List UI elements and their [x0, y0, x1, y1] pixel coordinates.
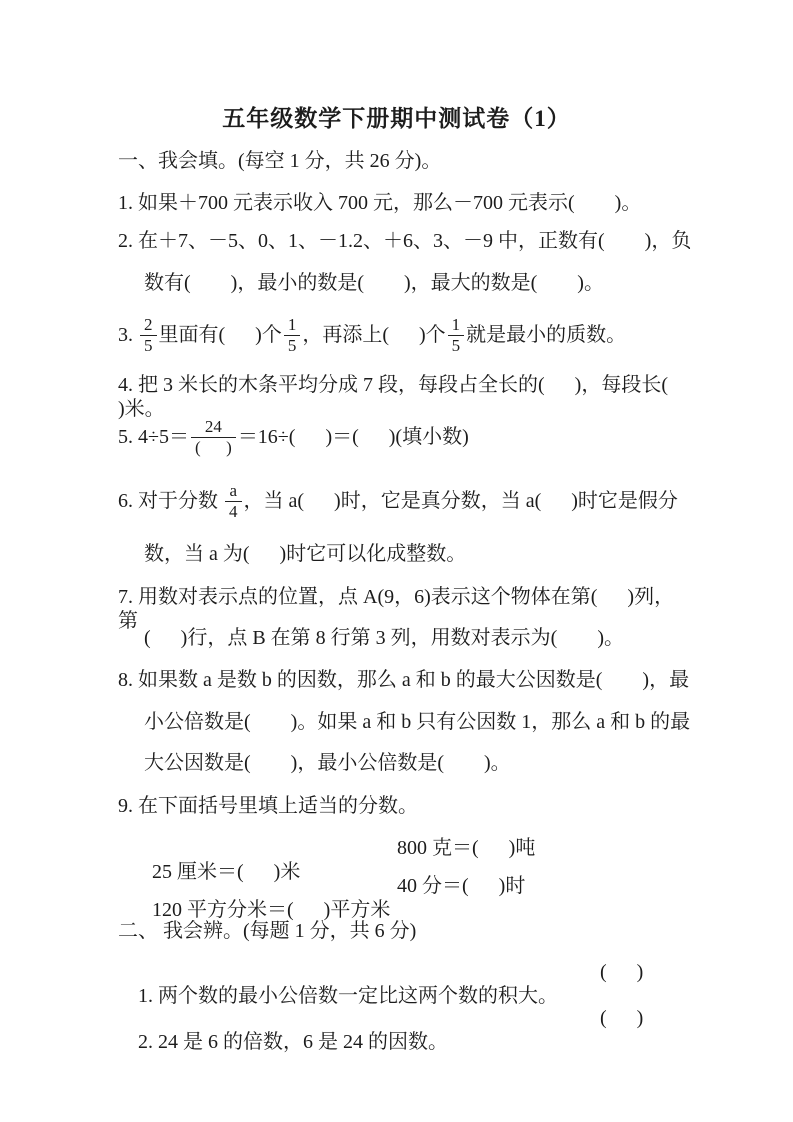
question-7-line1: 7. 用数对表示点的位置，点 A(9，6)表示这个物体在第( )列，第: [118, 586, 675, 632]
question-9-r1c1: 25 厘米＝( )米: [152, 861, 301, 883]
section2-question-1-answer-blank: ( ): [600, 961, 644, 983]
section2-question-2-text: 2. 24 是 6 的倍数，6 是 24 的因数。: [138, 1031, 448, 1053]
question-8-line1: 8. 如果数 a 是数 b 的因数，那么 a 和 b 的最大公因数是( )，最: [118, 669, 690, 691]
section1-heading: 一、我会填。(每空 1 分，共 26 分)。: [118, 150, 442, 172]
section2-question-2: [118, 1006, 693, 1102]
question-3-text3: 就是最小的质数。: [466, 324, 627, 346]
fraction-a-4: $\frac{a}{4}$: [225, 481, 242, 521]
section2-heading: 二、 我会辨。(每题 1 分，共 6 分): [118, 920, 417, 942]
question-3-text1: 里面有( )个: [158, 324, 282, 346]
question-5-text1: 5. 4÷5＝: [118, 426, 189, 448]
question-9-r2c2: 40 分＝( )时: [397, 875, 526, 897]
question-4: 4. 把 3 米长的木条平均分成 7 段，每段占全长的( )，每段长( )米。: [118, 374, 698, 420]
question-3: [118, 312, 693, 358]
question-6-text1: 6. 对于分数: [118, 490, 223, 512]
question-8-line3: 大公因数是( )，最小公倍数是( )。: [144, 752, 511, 774]
section2-question-2-answer-blank: ( ): [600, 1007, 644, 1029]
question-6-line1: [118, 478, 693, 524]
question-9-r2c1: 120 平方分米＝( )平方米: [152, 899, 391, 921]
fraction-1-5: $\frac{1}{5}$: [448, 315, 465, 355]
section2-question-1-text: 1. 两个数的最小公倍数一定比这两个数的积大。: [138, 985, 558, 1007]
question-2-line2: 数有( )，最小的数是( )，最大的数是( )。: [144, 272, 604, 294]
question-5: [118, 414, 693, 460]
question-6-line2: 数，当 a 为( )时它可以化成整数。: [144, 543, 467, 565]
question-1: 1. 如果＋700 元表示收入 700 元，那么－700 元表示( )。: [118, 192, 642, 214]
question-9-r1c2: 800 克＝( )吨: [397, 837, 536, 859]
fraction-24-blank: $\frac{24}{( )}$: [191, 417, 236, 457]
question-8-line2: 小公倍数是( )。如果 a 和 b 只有公因数 1，那么 a 和 b 的最: [144, 711, 691, 733]
page-title: 五年级数学下册期中测试卷（1）: [222, 106, 571, 131]
question-7-line2: ( )行，点 B 在第 8 行第 3 列，用数对表示为( )。: [144, 627, 624, 649]
question-6-text2: ，当 a( )时，它是真分数，当 a( )时它是假分: [243, 490, 678, 512]
question-5-text2: ＝16÷( )＝( )(填小数): [237, 426, 469, 448]
fraction-2-5: $\frac{2}{5}$: [140, 315, 157, 355]
question-3-text2: ，再添上( )个: [302, 324, 446, 346]
fraction-1-5: $\frac{1}{5}$: [284, 315, 301, 355]
question-2-line1: 2. 在＋7、－5、0、1、－1.2、＋6、3、－9 中，正数有( )，负: [118, 230, 692, 252]
question-9-intro: 9. 在下面括号里填上适当的分数。: [118, 795, 418, 817]
question-3-number: 3.: [118, 324, 138, 346]
